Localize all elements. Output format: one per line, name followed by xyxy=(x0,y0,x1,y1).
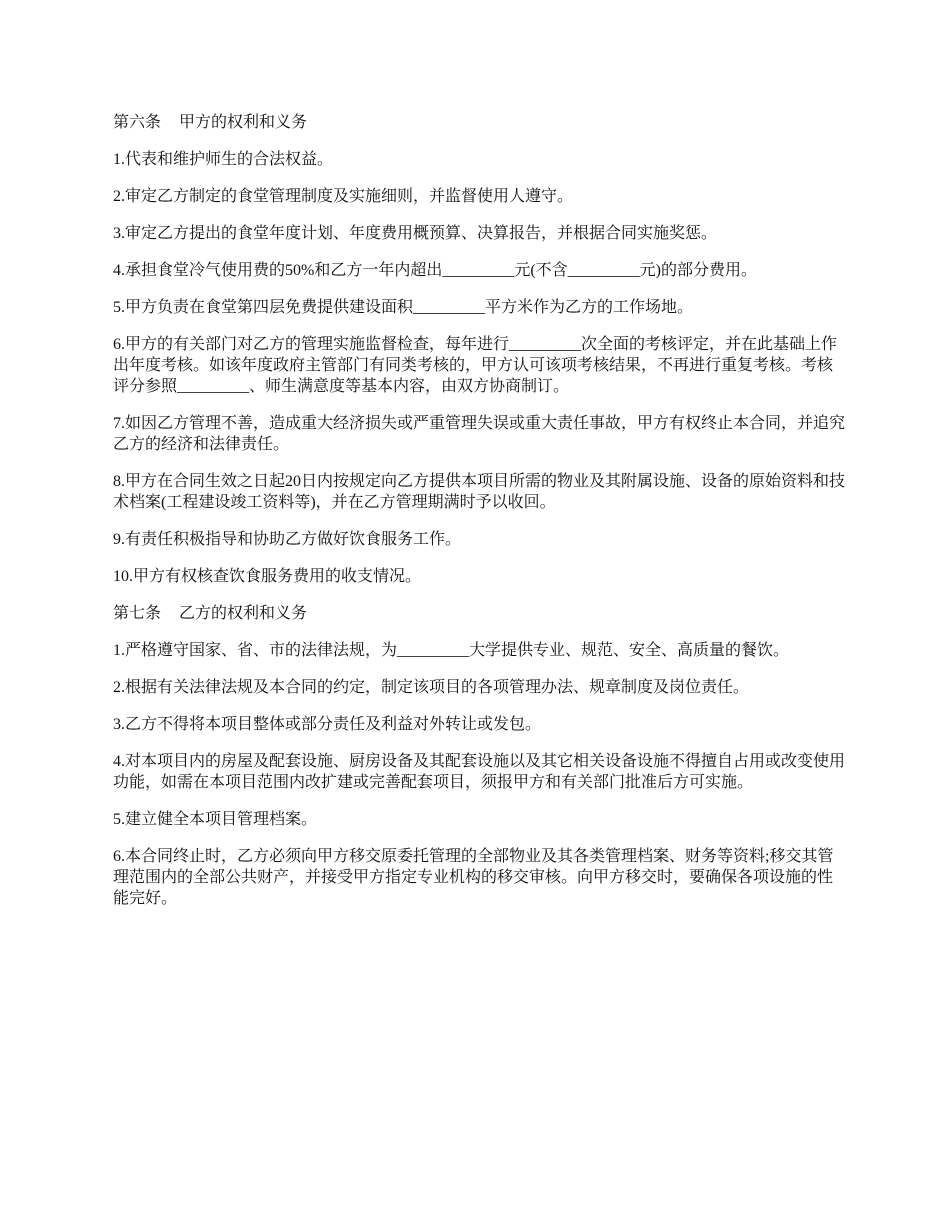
article-7-item-4: 4.对本项目内的房屋及配套设施、厨房设备及其配套设施以及其它相关设备设施不得擅自占用或改变使用功能，如需在本项目范围内改扩建或完善配套项目，须报甲方和有关部门批准后方可实施。 xyxy=(113,753,846,791)
article-6-item-5: 5.甲方负责在食堂第四层免费提供建设面积_________平方米作为乙方的工作场地。 xyxy=(113,299,694,316)
article-7-number: 第七条 xyxy=(113,605,162,622)
article-6-number: 第六条 xyxy=(113,114,162,131)
article-6-item-10: 10.甲方有权核查饮食服务费用的收支情况。 xyxy=(113,568,422,585)
article-7-item-2: 2.根据有关法律法规及本合同的约定，制定该项目的各项管理办法、规章制度及岗位责任。 xyxy=(113,679,750,696)
document-page xyxy=(113,112,848,925)
article-6-item-1: 1.代表和维护师生的合法权益。 xyxy=(113,151,334,168)
article-6-title: 甲方的权利和义务 xyxy=(179,114,308,131)
article-7-item-6: 6.本合同终止时，乙方必须向甲方移交原委托管理的全部物业及其各类管理档案、财务等资料;移交其管理范围内的全部公共财产，并接受甲方指定专业机构的移交审核。向甲方移交时，要确保各项设施的性能完好。 xyxy=(113,848,834,907)
article-7-heading xyxy=(113,603,848,624)
article-6-item-8: 8.甲方在合同生效之日起20日内按规定向乙方提供本项目所需的物业及其附属设施、设备的原始资料和技术档案(工程建设竣工资料等)，并在乙方管理期满时予以收回。 xyxy=(113,473,846,511)
article-6-item-9: 9.有责任积极指导和协助乙方做好饮食服务工作。 xyxy=(113,531,462,548)
article-7-item-1: 1.严格遵守国家、省、市的法律法规，为_________大学提供专业、规范、安全、高质量的餐饮。 xyxy=(113,642,790,659)
article-6-heading xyxy=(113,112,848,133)
article-7-title: 乙方的权利和义务 xyxy=(179,605,308,622)
article-6-item-4: 4.承担食堂冷气使用费的50%和乙方一年内超出_________元(不含_________元)的部分费用。 xyxy=(113,262,757,279)
article-7-item-3: 3.乙方不得将本项目整体或部分责任及利益对外转让或发包。 xyxy=(113,716,542,733)
article-6-item-7: 7.如因乙方管理不善，造成重大经济损失或严重管理失误或重大责任事故，甲方有权终止本合同，并追究乙方的经济和法律责任。 xyxy=(113,415,846,453)
article-7-item-5: 5.建立健全本项目管理档案。 xyxy=(113,811,318,828)
article-6-item-3: 3.审定乙方提出的食堂年度计划、年度费用概预算、决算报告，并根据合同实施奖惩。 xyxy=(113,225,718,242)
article-6-item-2: 2.审定乙方制定的食堂管理制度及实施细则，并监督使用人遵守。 xyxy=(113,188,574,205)
article-6-item-6: 6.甲方的有关部门对乙方的管理实施监督检查，每年进行_________次全面的考核评定，并在此基础上作出年度考核。如该年度政府主管部门有同类考核的，甲方认可该项考核结果，不再进行重复考核。考核评分参照_________、师生满意度等基本内容，由双方协商制订。 xyxy=(113,336,838,395)
